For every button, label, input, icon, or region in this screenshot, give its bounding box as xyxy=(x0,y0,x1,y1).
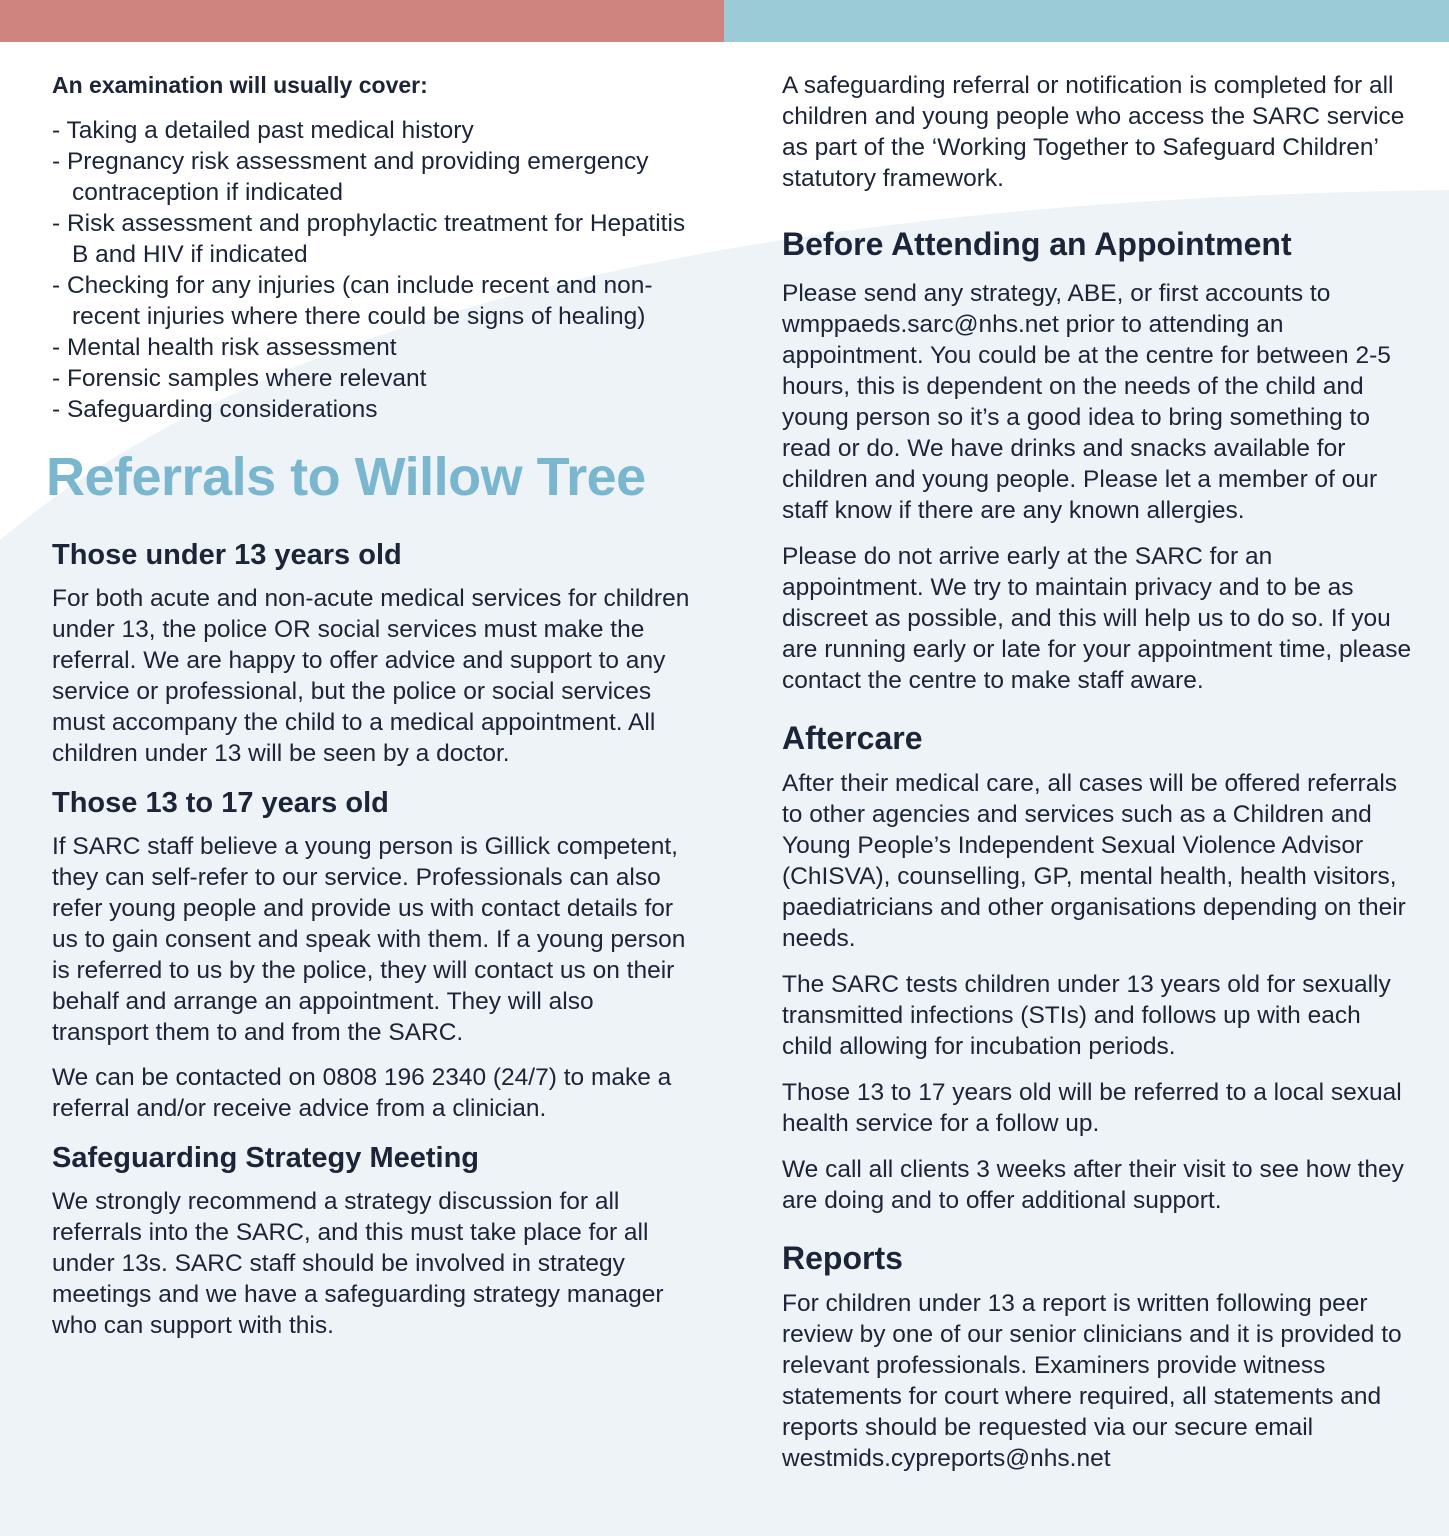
top-accent-bar-left xyxy=(0,0,724,42)
right-column xyxy=(782,70,1412,1474)
reports-heading: Reports xyxy=(782,1240,903,1276)
call-back-paragraph: We call all clients 3 weeks after their visit to see how they are doing and to offer additional support. xyxy=(782,1156,1404,1214)
before-appointment-body: Please send any strategy, ABE, or first accounts to wmppaeds.sarc@nhs.net prior to attending an appointment. You could be at the centre for between 2-5 hours, this is dependent on the needs of the child and young person so it’s a good idea to bring something to read or do. We have drinks and snacks available for children and young people. Please let a member of our staff know if there are any known allergies. xyxy=(782,280,1391,524)
top-accent-bar-right xyxy=(724,0,1449,42)
exam-list-item: - Mental health risk assessment xyxy=(52,334,397,361)
exam-list-item: - Pregnancy risk assessment and providing emergency contraception if indicated xyxy=(52,148,649,206)
strategy-meeting-body: We strongly recommend a strategy discussion for all referrals into the SARC, and this must take place for all under 13s. SARC staff should be involved in strategy meetings and we have a safeguarding strategy manager who can support with this. xyxy=(52,1188,664,1339)
exam-list xyxy=(52,115,692,425)
exam-intro-heading: An examination will usually cover: xyxy=(52,72,428,98)
exam-list-item: - Checking for any injuries (can include recent and non-recent injuries where there could be signs of healing) xyxy=(52,272,653,330)
exam-list-item: - Safeguarding considerations xyxy=(52,396,378,423)
exam-list-item: - Taking a detailed past medical history xyxy=(52,117,474,144)
age-13-17-body: If SARC staff believe a young person is Gillick competent, they can self-refer to our service. Professionals can also refer young people and provide us with contact details for us to gain consent and speak with them. If a young person is referred to us by the police, they will contact us on their behalf and arrange an appointment. They will also transport them to and from the SARC. xyxy=(52,833,686,1046)
under-13-heading: Those under 13 years old xyxy=(52,539,402,571)
sti-testing-paragraph: The SARC tests children under 13 years old for sexually transmitted infections (STIs) and follows up with each child allowing for incubation periods. xyxy=(782,971,1391,1060)
exam-list-item: - Risk assessment and prophylactic treatment for Hepatitis B and HIV if indicated xyxy=(52,210,686,268)
arrival-paragraph: Please do not arrive early at the SARC for an appointment. We try to maintain privacy and to be as discreet as possible, and this will help us to do so. If you are running early or late for your appointment time, please contact the centre to make staff aware. xyxy=(782,543,1412,694)
exam-list-item: - Forensic samples where relevant xyxy=(52,365,427,392)
follow-up-paragraph: Those 13 to 17 years old will be referred to a local sexual health service for a follow up. xyxy=(782,1079,1402,1137)
left-column xyxy=(46,70,692,1341)
aftercare-heading: Aftercare xyxy=(782,720,923,756)
page-title: Referrals to Willow Tree xyxy=(46,447,646,507)
reports-body: For children under 13 a report is written following peer review by one of our senior clinicians and it is provided to relevant professionals. Examiners provide witness statements for court where required, all statements and reports should be requested via our secure email westmids.cypreports@nhs.net xyxy=(782,1290,1402,1472)
safeguarding-intro: A safeguarding referral or notification is completed for all children and young people who access the SARC service as part of the ‘Working Together to Safeguard Children’ statutory framework. xyxy=(782,72,1405,192)
contact-paragraph: We can be contacted on 0808 196 2340 (24/7) to make a referral and/or receive advice from a clinician. xyxy=(52,1064,672,1122)
aftercare-body: After their medical care, all cases will be offered referrals to other agencies and services such as a Children and Young People’s Independent Sexual Violence Advisor (ChISVA), counselling, GP, mental health, health visitors, paediatricians and other organisations depending on their needs. xyxy=(782,770,1406,952)
strategy-meeting-heading: Safeguarding Strategy Meeting xyxy=(52,1142,480,1174)
age-13-17-heading: Those 13 to 17 years old xyxy=(52,787,389,819)
before-appointment-heading: Before Attending an Appointment xyxy=(782,226,1292,262)
under-13-body: For both acute and non-acute medical services for children under 13, the police OR social services must make the referral. We are happy to offer advice and support to any service or professional, but the police or social services must accompany the child to a medical appointment. All children under 13 will be seen by a doctor. xyxy=(52,585,690,767)
